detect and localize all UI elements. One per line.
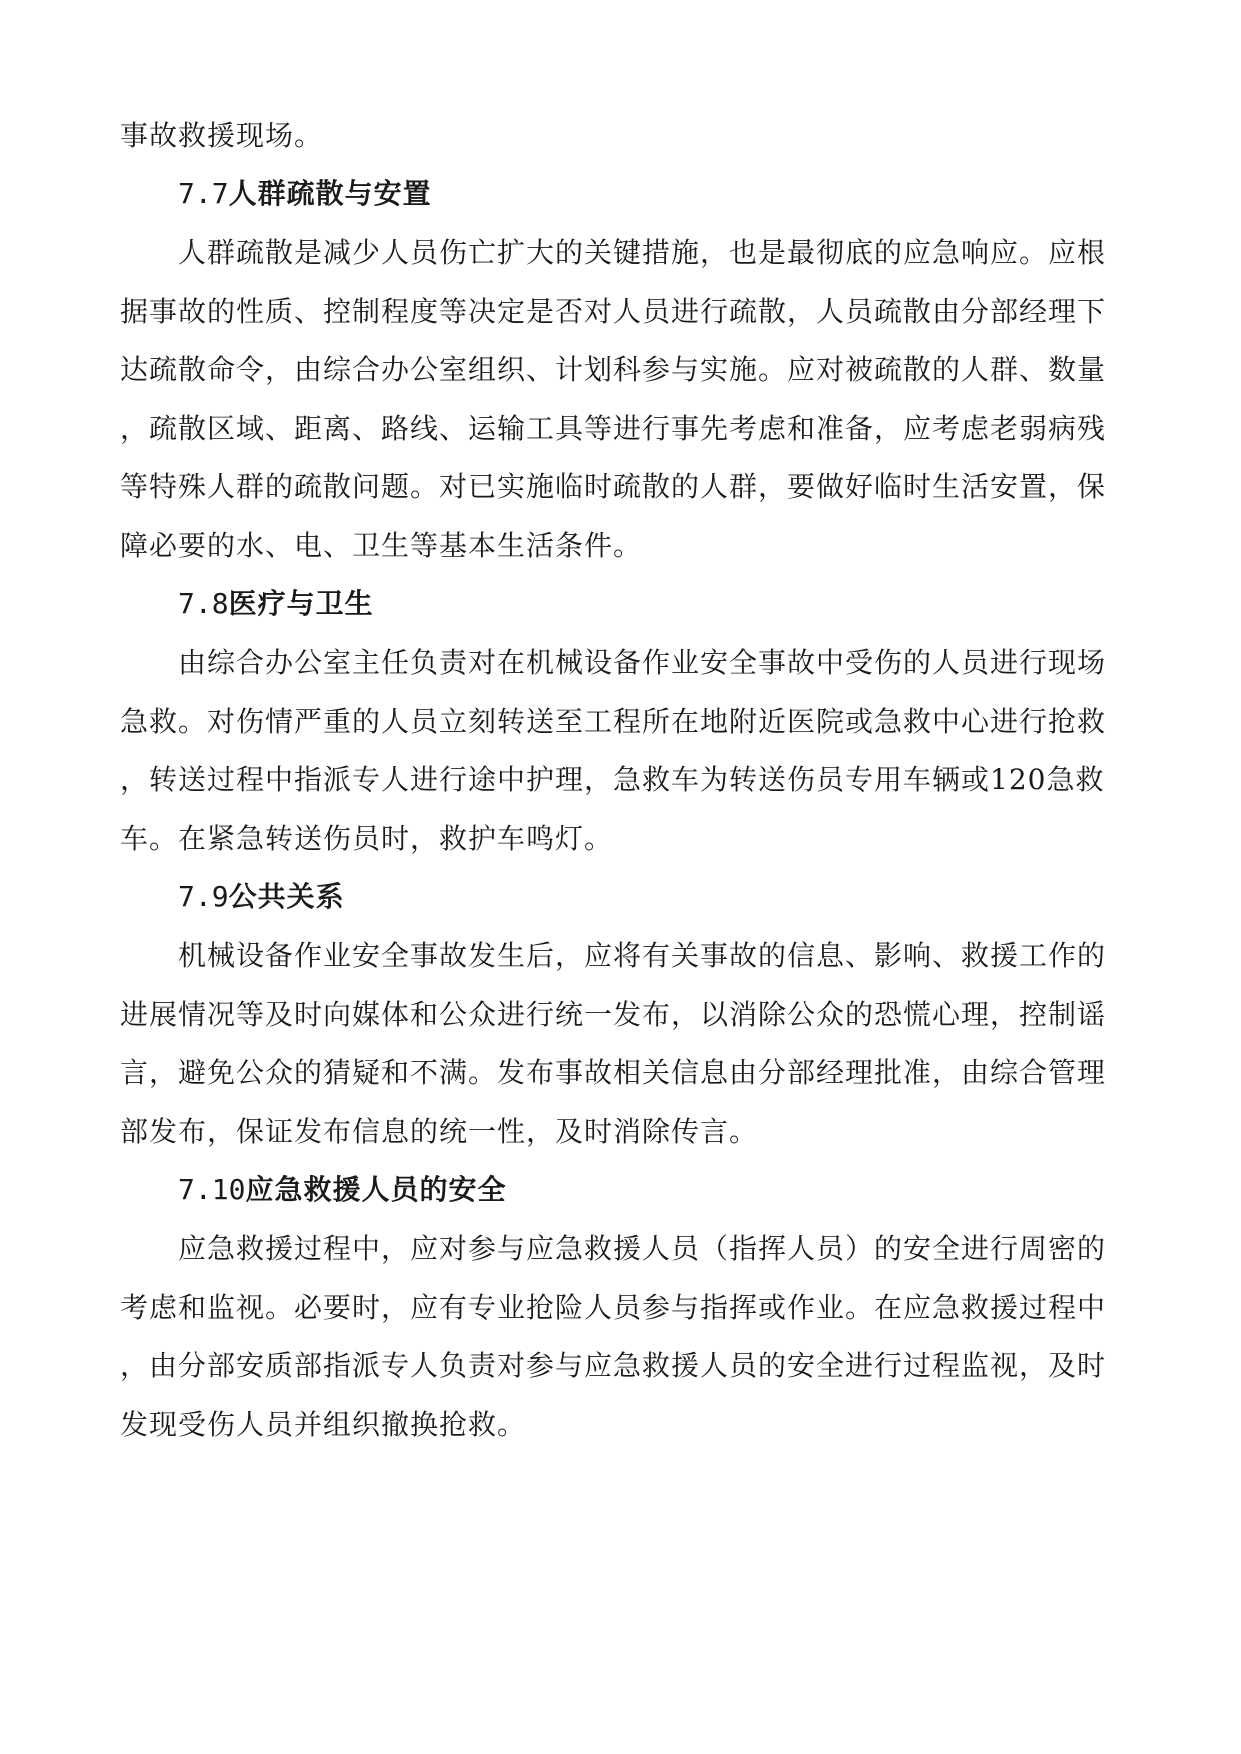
paragraph-line: 急救。对伤情严重的人员立刻转送至工程所在地附近医院或急救中心进行抢救 [120, 705, 1107, 738]
paragraph-line: ，由分部安质部指派专人负责对参与应急救援人员的安全进行过程监视，及时 [120, 1349, 1107, 1382]
paragraph-line: 达疏散命令，由综合办公室组织、计划科参与实施。应对被疏散的人群、数量 [120, 353, 1107, 386]
section-heading-7-8 [178, 585, 374, 623]
paragraph-line: 机械设备作业安全事故发生后，应将有关事故的信息、影响、救援工作的 [178, 939, 1107, 972]
section-heading-7-7 [178, 175, 432, 213]
paragraph-line: ，疏散区域、距离、路线、运输工具等进行事先考虑和准备，应考虑老弱病残 [120, 412, 1107, 445]
paragraph-line: ，转送过程中指派专人进行途中护理，急救车为转送伤员专用车辆或120急救 [120, 763, 1105, 796]
section-title: 公共关系 [228, 880, 345, 913]
section-number: 7.9 [178, 880, 229, 913]
section-heading-7-10 [178, 1171, 506, 1209]
section-title: 人群疏散与安置 [228, 177, 432, 210]
section-number: 7.8 [178, 587, 229, 620]
paragraph-line: 据事故的性质、控制程度等决定是否对人员进行疏散，人员疏散由分部经理下 [120, 295, 1107, 328]
paragraph-line: 应急救援过程中，应对参与应急救援人员（指挥人员）的安全进行周密的 [178, 1232, 1107, 1265]
paragraph-line: 障必要的水、电、卫生等基本生活条件。 [120, 529, 643, 562]
paragraph-line: 进展情况等及时向媒体和公众进行统一发布，以消除公众的恐慌心理，控制谣 [120, 998, 1107, 1031]
paragraph-line: 车。在紧急转送伤员时，救护车鸣灯。 [120, 822, 614, 855]
section-title: 应急救援人员的安全 [245, 1173, 507, 1206]
paragraph-line: 言，避免公众的猜疑和不满。发布事故相关信息由分部经理批准，由综合管理 [120, 1056, 1107, 1089]
section-title: 医疗与卫生 [228, 587, 374, 620]
paragraph-line: 发现受伤人员并组织撤换抢救。 [120, 1408, 527, 1441]
section-number: 7.10 [178, 1173, 246, 1206]
section-number: 7.7 [178, 177, 229, 210]
section-heading-7-9 [178, 878, 345, 916]
paragraph-line: 人群疏散是减少人员伤亡扩大的关键措施，也是最彻底的应急响应。应根 [178, 236, 1107, 269]
paragraph-line: 由综合办公室主任负责对在机械设备作业安全事故中受伤的人员进行现场 [178, 646, 1107, 679]
paragraph-line: 部发布，保证发布信息的统一性，及时消除传言。 [120, 1115, 759, 1148]
paragraph-line: 等特殊人群的疏散问题。对已实施临时疏散的人群，要做好临时生活安置，保 [120, 470, 1107, 503]
paragraph-line: 考虑和监视。必要时，应有专业抢险人员参与指挥或作业。在应急救援过程中 [120, 1291, 1107, 1324]
paragraph-line: 事故救援现场。 [120, 119, 324, 152]
